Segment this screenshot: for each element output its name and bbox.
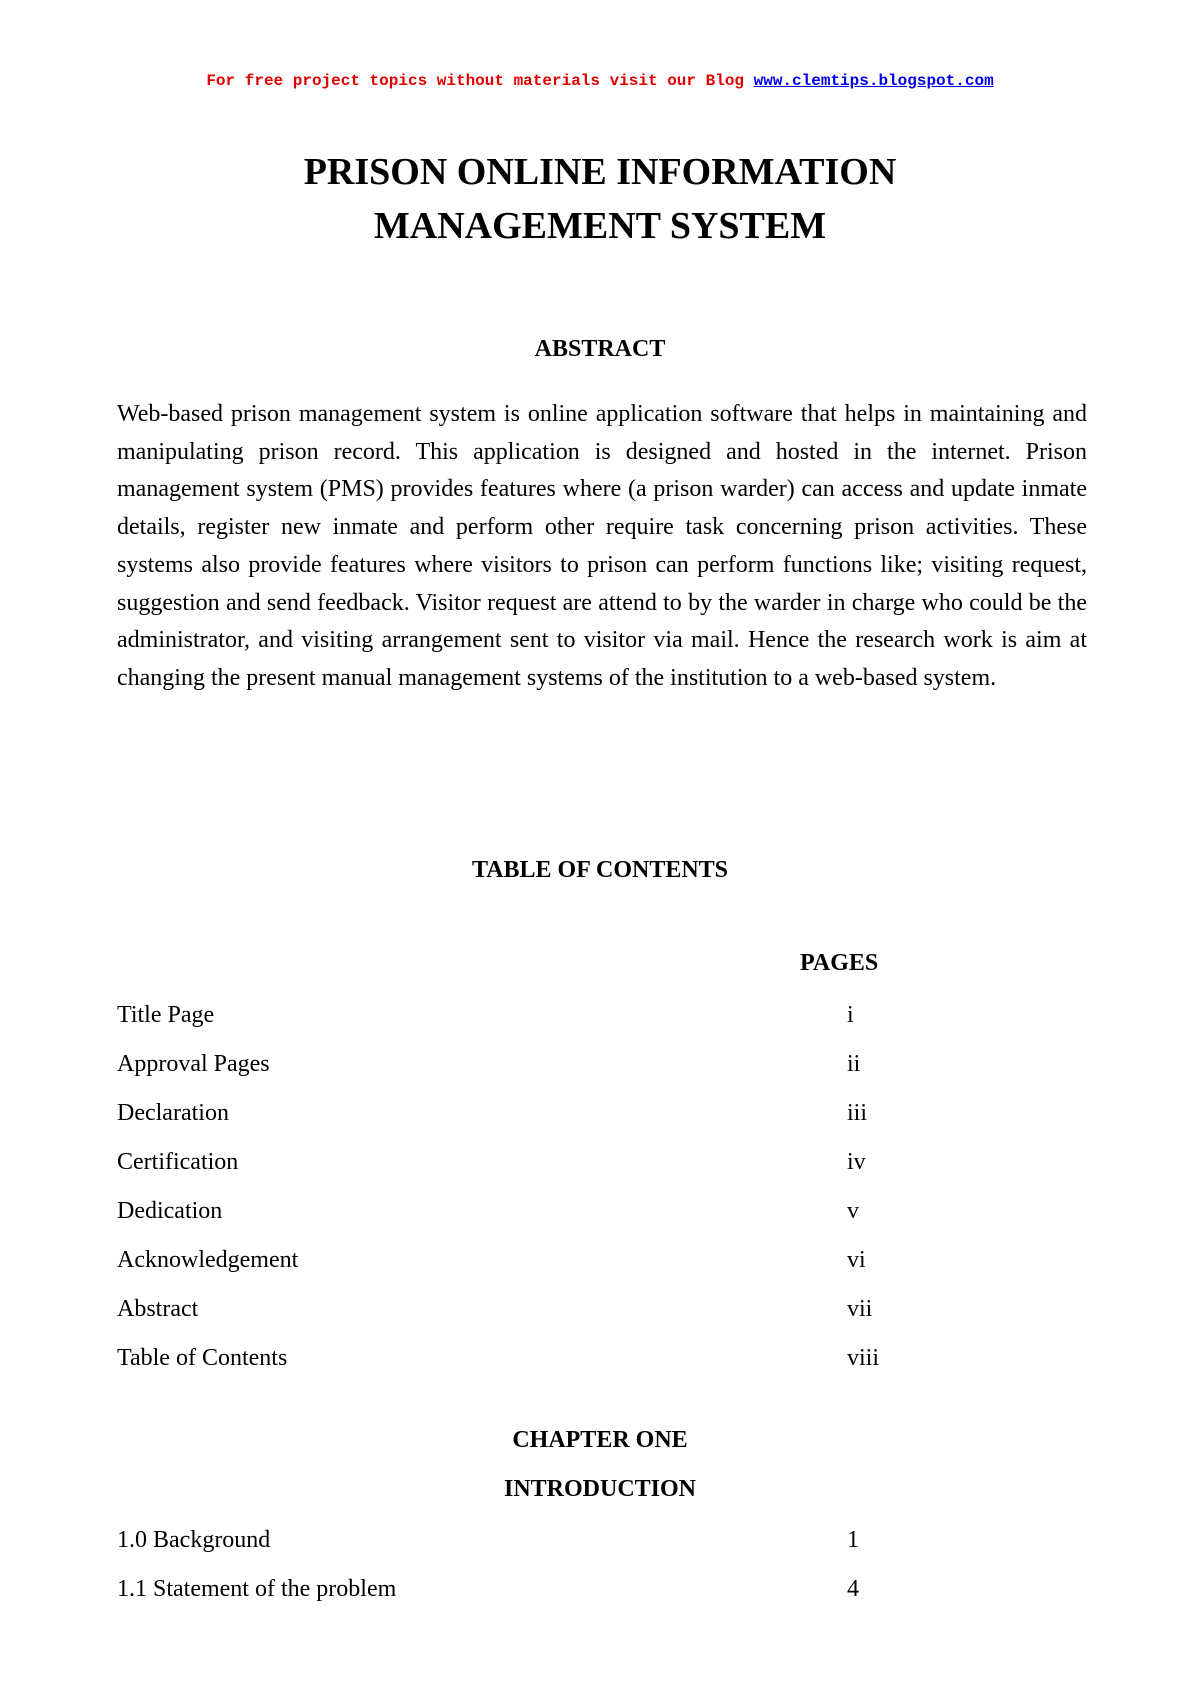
title-line-2: MANAGEMENT SYSTEM: [373, 205, 827, 247]
toc-entry-page: ii: [847, 1051, 861, 1077]
toc-row: [117, 1142, 917, 1182]
toc-entry-label: Abstract: [117, 1296, 199, 1322]
blog-link[interactable]: www.clemtips.blogspot.com: [753, 72, 994, 90]
toc-entry-page: viii: [847, 1345, 880, 1371]
abstract-body: Web-based prison management system is online application software that helps in maintaining and manipulating prison record. This application is designed and hosted in the internet. Prison management system (PMS) provides features where (a prison warder) can access and update inmate details, register new inmate and perform other require task concerning prison activities. These systems also provide features where visitors to prison can perform functions like; visiting request, suggestion and send feedback. Visitor request are attend to by the warder in charge who could be the administrator, and visiting arrangement sent to visitor via mail. Hence the research work is aim at changing the present manual management systems of the institution to a web-based system.: [117, 401, 1087, 691]
toc-entry-page: 4: [847, 1576, 859, 1602]
toc-entry-label: Dedication: [117, 1198, 223, 1224]
toc-row: [117, 1338, 917, 1378]
toc-row: [117, 995, 917, 1035]
toc-row: [117, 1289, 917, 1329]
title-line-1: PRISON ONLINE INFORMATION: [303, 151, 897, 193]
toc-entry-label: Declaration: [117, 1100, 229, 1126]
promo-banner: [0, 72, 1200, 90]
toc-entry-page: 1: [847, 1527, 859, 1553]
toc-row: [117, 1569, 917, 1609]
toc-entry-page: i: [847, 1002, 854, 1028]
pages-column-heading: PAGES: [800, 950, 879, 976]
toc-entry-page: vi: [847, 1247, 866, 1273]
toc-entry-label: Approval Pages: [117, 1051, 270, 1077]
toc-entry-page: iv: [847, 1149, 866, 1175]
toc-entry-label: Certification: [117, 1149, 239, 1175]
abstract-heading: ABSTRACT: [534, 336, 666, 362]
toc-row: [117, 1093, 917, 1133]
toc-entry-page: iii: [847, 1100, 868, 1126]
toc-entry-label: Acknowledgement: [117, 1247, 299, 1273]
toc-entry-label: 1.0 Background: [117, 1527, 271, 1553]
toc-entry-page: v: [847, 1198, 859, 1224]
banner-text: For free project topics without materials visit our Blog: [206, 72, 754, 90]
toc-entry-label: 1.1 Statement of the problem: [117, 1576, 397, 1602]
chapter-one-heading: CHAPTER ONE: [512, 1427, 688, 1453]
toc-row: [117, 1191, 917, 1231]
toc-heading: TABLE OF CONTENTS: [471, 857, 729, 883]
chapter-one-subheading: INTRODUCTION: [503, 1476, 697, 1502]
toc-entry-page: vii: [847, 1296, 873, 1322]
toc-entry-label: Title Page: [117, 1002, 215, 1028]
toc-entry-label: Table of Contents: [117, 1345, 288, 1371]
toc-row: [117, 1044, 917, 1084]
toc-row: [117, 1240, 917, 1280]
document-title: [0, 145, 1200, 253]
toc-row: [117, 1520, 917, 1560]
